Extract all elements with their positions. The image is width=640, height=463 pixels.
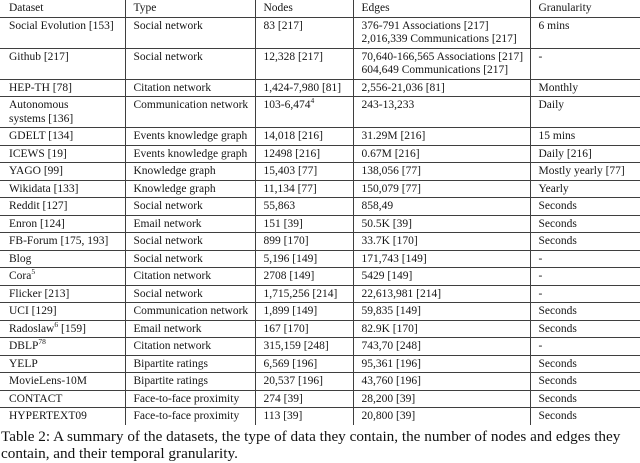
cell-dataset: Cora$^5$ [0,268,125,286]
cell-type: Social network [125,250,255,268]
cell-dataset: YAGO [99] [0,163,125,181]
cell-granularity: - [530,250,640,268]
table-row [0,355,640,373]
cell-nodes: 83 [217] [255,17,353,48]
table-row [0,233,640,251]
cell-nodes: 274 [39] [255,390,353,408]
cell-granularity: Seconds [530,408,640,425]
cell-edges: 28,200 [39] [353,390,530,408]
table-row [0,145,640,163]
cell-nodes: 899 [170] [255,233,353,251]
cell-type: Social network [125,17,255,48]
cell-granularity: - [530,268,640,286]
table-row [0,268,640,286]
table-row [0,128,640,146]
cell-nodes: 20,537 [196] [255,373,353,391]
cell-nodes: 167 [170] [255,320,353,338]
cell-nodes: 15,403 [77] [255,163,353,181]
table-head [0,0,640,17]
cell-edges: 59,835 [149] [353,303,530,321]
cell-nodes: 12,328 [217] [255,48,353,79]
cell-edges: 138,056 [77] [353,163,530,181]
cell-type: Social network [125,233,255,251]
cell-edges: 2,556-21,036 [81] [353,79,530,97]
cell-type: Social network [125,48,255,79]
table-caption: Table 2: A summary of the datasets, the type of data they contain, the number of nodes and edges they contain, and their temporal granularity. [1,427,621,462]
cell-edges: 743,70 [248] [353,338,530,356]
cell-type: Social network [125,285,255,303]
cell-nodes: 151 [39] [255,215,353,233]
cell-type: Face-to-face proximity [125,390,255,408]
table-row [0,285,640,303]
cell-nodes: 11,134 [77] [255,180,353,198]
column-header-type: Type [125,0,255,17]
cell-edges: 31.29M [216] [353,128,530,146]
cell-type: Knowledge graph [125,180,255,198]
cell-nodes: 113 [39] [255,408,353,425]
cell-nodes: 103-6,474$^4$ [255,97,353,128]
cell-granularity: Mostly yearly [77] [530,163,640,181]
cell-edges: 43,760 [196] [353,373,530,391]
cell-type: Face-to-face proximity [125,408,255,425]
cell-dataset: Social Evolution [153] [0,17,125,48]
cell-edges: 0.67M [216] [353,145,530,163]
cell-nodes: 12498 [216] [255,145,353,163]
footnote-superscript: 78 [38,337,46,347]
cell-granularity: Seconds [530,320,640,338]
table-row [0,390,640,408]
cell-edges: 95,361 [196] [353,355,530,373]
cell-type: Email network [125,320,255,338]
cell-dataset: Github [217] [0,48,125,79]
cell-edges: 243-13,233 [353,97,530,128]
table-row [0,303,640,321]
cell-nodes: 2708 [149] [255,268,353,286]
cell-type: Bipartite ratings [125,373,255,391]
cell-dataset: YELP [0,355,125,373]
cell-type: Citation network [125,338,255,356]
column-header-granularity: Granularity [530,0,640,17]
cell-type: Events knowledge graph [125,128,255,146]
cell-granularity: Seconds [530,215,640,233]
table-row [0,338,640,356]
cell-granularity: Seconds [530,198,640,216]
cell-dataset: UCI [129] [0,303,125,321]
cell-dataset: Blog [0,250,125,268]
cell-granularity: Seconds [530,303,640,321]
cell-granularity: 6 mins [530,17,640,48]
cell-granularity: Seconds [530,390,640,408]
column-header-nodes: Nodes [255,0,353,17]
table-row [0,320,640,338]
table-row [0,198,640,216]
cell-type: Knowledge graph [125,163,255,181]
cell-edges: 70,640-166,565 Associations [217] 604,649 Communications [217] [353,48,530,79]
cell-granularity: - [530,285,640,303]
cell-nodes: 1,899 [149] [255,303,353,321]
cell-type: Email network [125,215,255,233]
cell-nodes: 5,196 [149] [255,250,353,268]
cell-edges: 150,079 [77] [353,180,530,198]
cell-granularity: Seconds [530,355,640,373]
cell-granularity: Daily [530,97,640,128]
cell-dataset: Reddit [127] [0,198,125,216]
cell-nodes: 315,159 [248] [255,338,353,356]
table-row [0,97,640,128]
cell-dataset: HYPERTEXT09 [9,410,87,422]
table-row [0,373,640,391]
cell-dataset: FB-Forum [175, 193] [0,233,125,251]
table-row [0,408,640,425]
cell-dataset: GDELT [134] [0,128,125,146]
cell-edges: 50.5K [39] [353,215,530,233]
cell-nodes: 1,715,256 [214] [255,285,353,303]
cell-type: Bipartite ratings [125,355,255,373]
table-row [0,163,640,181]
cell-granularity: Daily [216] [530,145,640,163]
cell-dataset: Wikidata [133] [0,180,125,198]
cell-dataset: MovieLens-10M [0,373,125,391]
cell-nodes: 6,569 [196] [255,355,353,373]
table-row [0,215,640,233]
table-row [0,79,640,97]
column-header-dataset: Dataset [0,0,125,17]
footnote-superscript: 5 [31,267,36,277]
cell-dataset: HEP-TH [78] [0,79,125,97]
cell-edges: 171,743 [149] [353,250,530,268]
cell-edges: 376-791 Associations [217] 2,016,339 Communications [217] [353,17,530,48]
cell-dataset: Radoslaw$^6$ [159] [0,320,125,338]
cell-dataset: CONTACT [0,390,125,408]
cell-nodes: 14,018 [216] [255,128,353,146]
footnote-superscript: 4 [310,96,315,106]
cell-edges: 82.9K [170] [353,320,530,338]
cell-granularity: Yearly [530,180,640,198]
cell-edges: 20,800 [39] [353,408,530,425]
cell-type: Citation network [125,268,255,286]
cell-nodes: 55,863 [255,198,353,216]
column-header-edges: Edges [353,0,530,17]
cell-type: Social network [125,198,255,216]
cell-edges: 5429 [149] [353,268,530,286]
cell-granularity: Monthly [530,79,640,97]
cell-dataset: Flicker [213] [0,285,125,303]
cell-type: Citation network [125,79,255,97]
cell-dataset: Autonomous systems [136] [0,97,125,128]
table-row [0,48,640,79]
cell-type: Communication network [125,97,255,128]
footnote-superscript: 6 [54,320,59,329]
cell-type: Events knowledge graph [125,145,255,163]
table-row [0,250,640,268]
cell-dataset: DBLP$^{78}$ [0,338,125,356]
cell-granularity: - [530,48,640,79]
table-row [0,180,640,198]
cell-edges: 22,613,981 [214] [353,285,530,303]
cell-dataset: ICEWS [19] [0,145,125,163]
cell-type: Communication network [125,303,255,321]
cell-granularity: Seconds [530,233,640,251]
cell-granularity: 15 mins [530,128,640,146]
table-header-row [0,0,640,17]
cell-edges: 858,49 [353,198,530,216]
table-row [0,17,640,48]
cell-granularity: - [530,338,640,356]
cell-granularity: Seconds [530,373,640,391]
cell-nodes: 1,424-7,980 [81] [255,79,353,97]
table-body [0,17,640,425]
cell-dataset: Enron [124] [0,215,125,233]
cell-edges: 33.7K [170] [353,233,530,251]
